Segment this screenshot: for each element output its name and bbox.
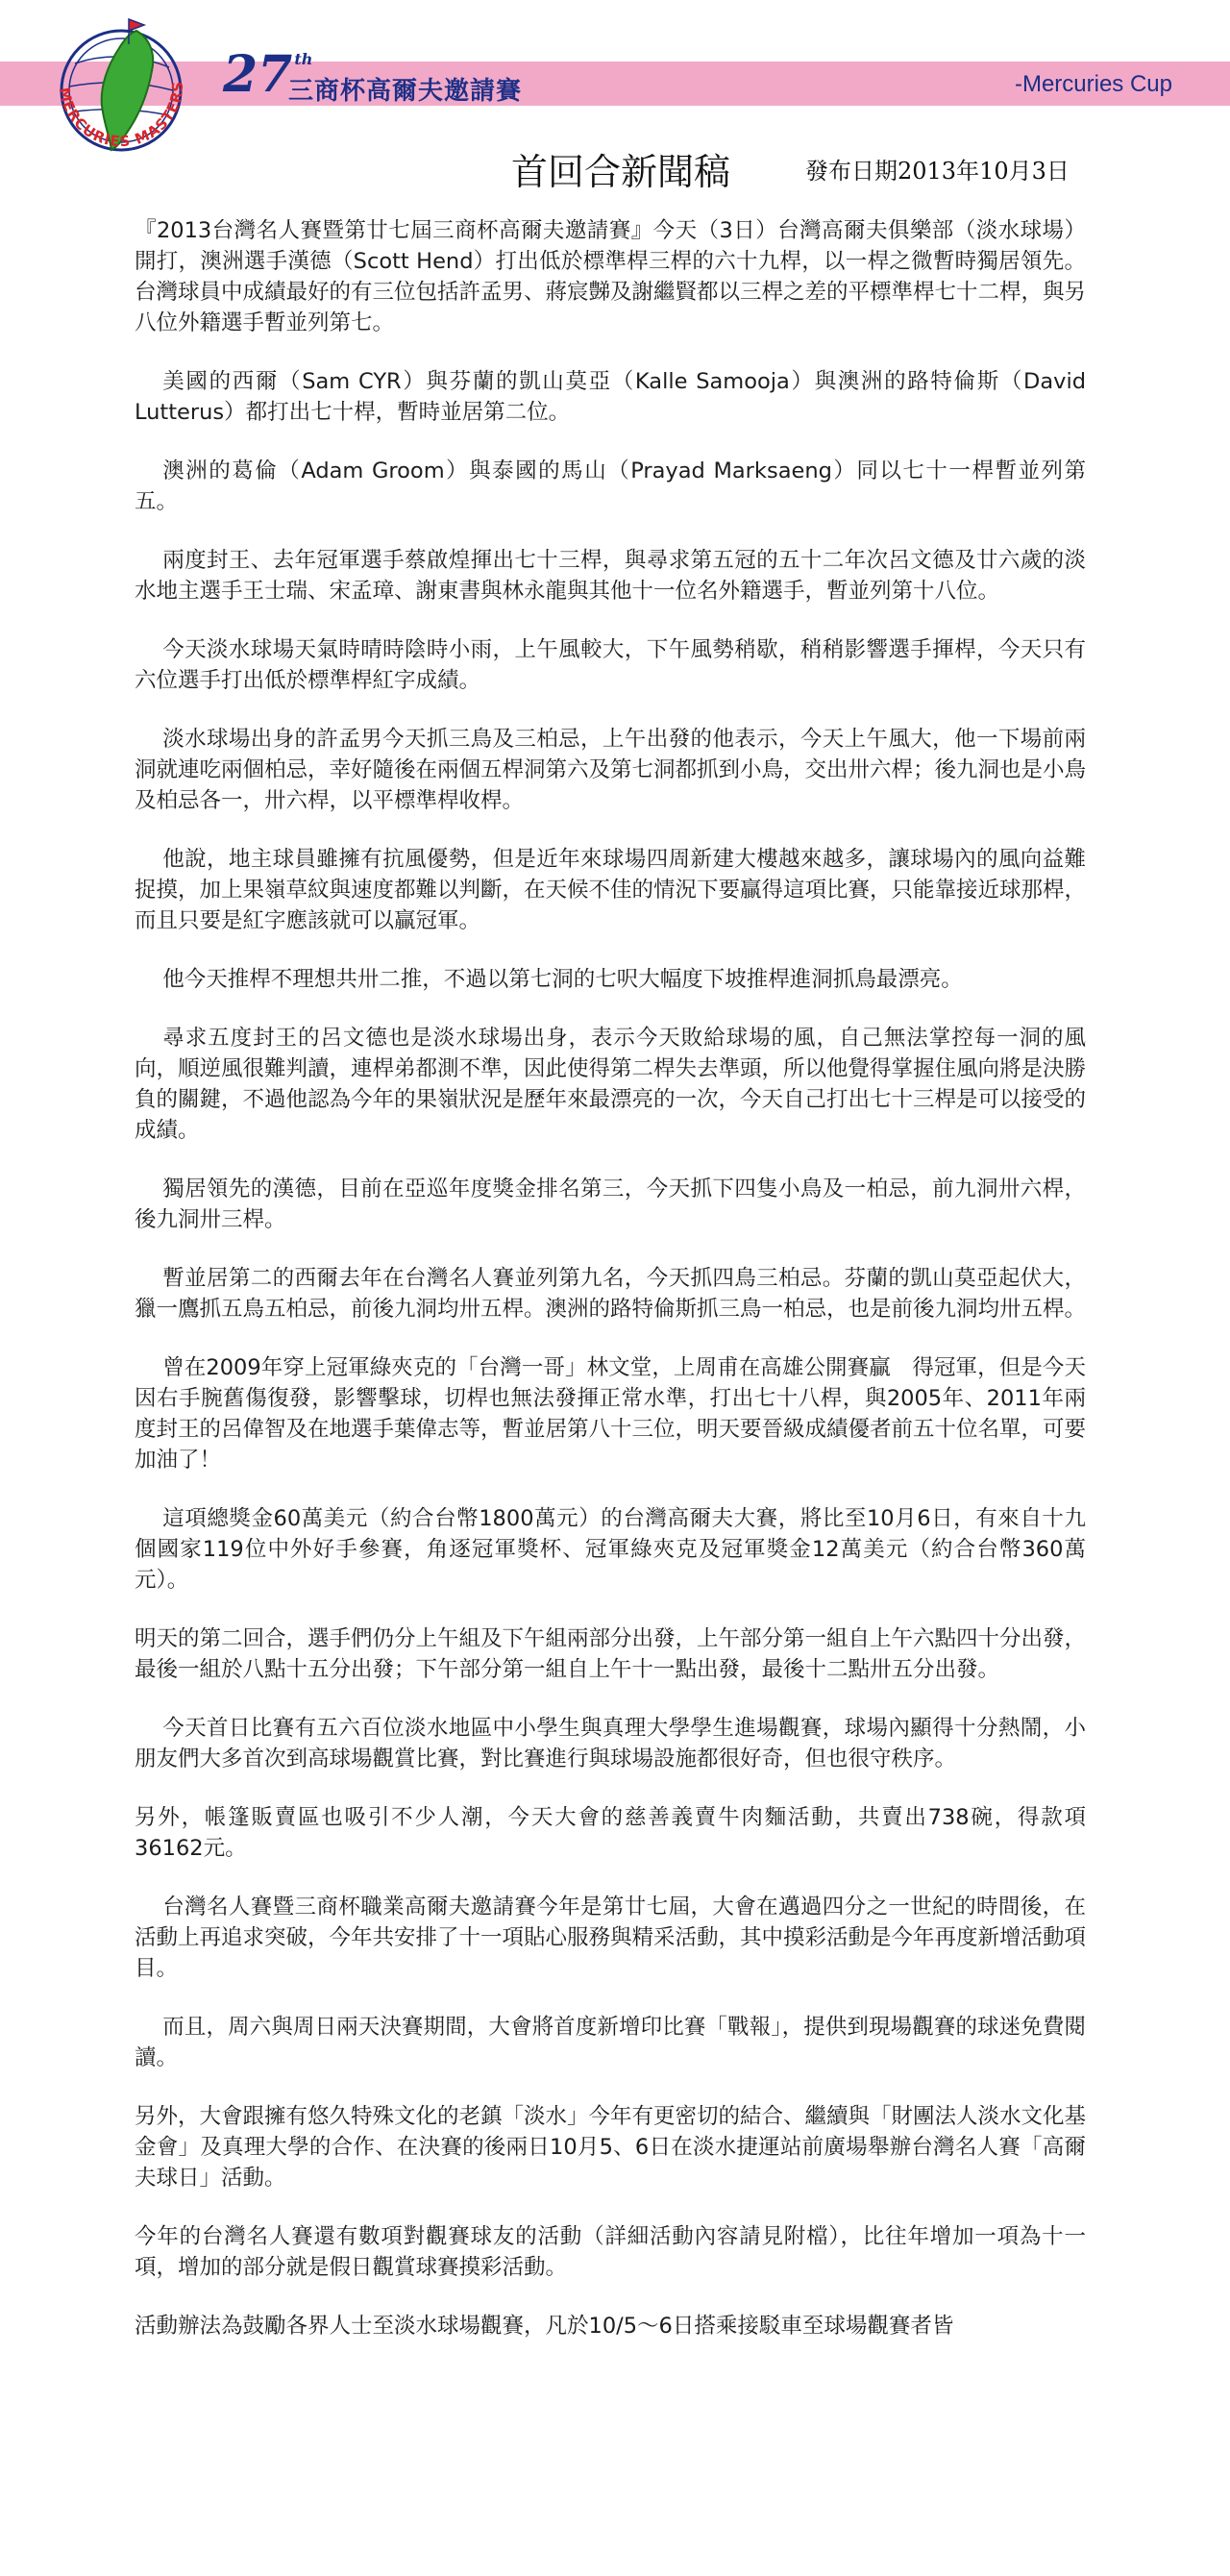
paragraph: 澳洲的葛倫（Adam Groom）與泰國的馬山（Prayad Marksaeng）同以七十一桿暫並列第五。	[135, 458, 1086, 514]
paragraph: 美國的西爾（Sam CYR）與芬蘭的凱山莫亞（Kalle Samooja）與澳洲的路特倫斯（David Lutterus）都打出七十桿，暫時並居第二位。	[135, 369, 1086, 425]
paragraph: 而且，周六與周日兩天決賽期間，大會將首度新增印比賽「戰報」，提供到現場觀賽的球迷免費閱讀。	[135, 2015, 1086, 2070]
paragraph: 這項總獎金60萬美元（約合台幣1800萬元）的台灣高爾夫大賽，將比至10月6日，有來自十九個國家119位中外好手參賽，角逐冠軍獎杯、冠軍綠夾克及冠軍獎金12萬美元（約合台幣360萬元）。	[135, 1506, 1086, 1593]
mercuries-masters-logo	[37, 10, 206, 179]
cup-title-en: -Mercuries Cup	[1014, 71, 1172, 97]
paragraph: 『2013台灣名人賽暨第廿七屆三商杯高爾夫邀請賽』今天（3日）台灣高爾夫俱樂部（淡水球場）開打，澳洲選手漢德（Scott Hend）打出低於標準桿三桿的六十九桿，以一桿之微暫時獨居領先。台灣球員中成績最好的有三位包括許孟男、蔣宸豑及謝繼賢都以三桿之差的平標準桿七十二桿，與另八位外籍選手暫並列第七。	[135, 218, 1087, 335]
press-release-title: 首回合新聞稿	[511, 151, 731, 193]
paragraph: 台灣名人賽暨三商杯職業高爾夫邀請賽今年是第廿七屆，大會在邁過四分之一世紀的時間後，在活動上再追求突破，今年共安排了十一項貼心服務與精采活動，其中摸彩活動是今年再度新增活動項目。	[135, 1895, 1087, 1981]
paragraph: 活動辦法為鼓勵各界人士至淡水球場觀賽，凡於10/5～6日搭乘接駁車至球場觀賽者皆	[135, 2314, 954, 2339]
paragraph: 獨居領先的漢德，目前在亞巡年度獎金排名第三，今天抓下四隻小鳥及一柏忌，前九洞卅六桿，後九洞卅三桿。	[135, 1177, 1086, 1232]
cup-title-zh: 三商杯高爾夫邀請賽	[288, 77, 523, 106]
article-body	[135, 215, 1086, 2369]
paragraph: 今天首日比賽有五六百位淡水地區中小學生與真理大學學生進場觀賽，球場內顯得十分熱鬧，小朋友們大多首次到高球場觀賞比賽，對比賽進行與球場設施都很好奇，但也很守秩序。	[135, 1716, 1086, 1771]
paragraph: 他今天推桿不理想共卅二推，不過以第七洞的七呎大幅度下坡推桿進洞抓鳥最漂亮。	[162, 967, 963, 992]
paragraph: 暫並居第二的西爾去年在台灣名人賽並列第九名，今天抓四鳥三柏忌。芬蘭的凱山莫亞起伏大，獵一鷹抓五鳥五柏忌，前後九洞均卅五桿。澳洲的路特倫斯抓三鳥一柏忌，也是前後九洞均卅五桿。	[135, 1266, 1087, 1322]
paragraph: 今年的台灣名人賽還有數項對觀賽球友的活動（詳細活動內容請見附檔），比往年增加一項為十一項，增加的部分就是假日觀賞球賽摸彩活動。	[135, 2224, 1086, 2280]
paragraph: 兩度封王、去年冠軍選手蔡啟煌揮出七十三桿，與尋求第五冠的五十二年次呂文德及廿六歲的淡水地主選手王士瑞、宋孟璋、謝東書與林永龍與其他十一位名外籍選手，暫並列第十八位。	[135, 548, 1086, 604]
paragraph: 他說，地主球員雖擁有抗風優勢，但是近年來球場四周新建大樓越來越多，讓球場內的風向益難捉摸，加上果嶺草紋與速度都難以判斷，在天候不佳的情況下要贏得這項比賽，只能靠接近球那桿，而且只要是紅字應該就可以贏冠軍。	[135, 847, 1087, 933]
svg-text:MERCURIES MASTERS: MERCURIES MASTERS	[55, 80, 187, 151]
paragraph: 尋求五度封王的呂文德也是淡水球場出身，表示今天敗給球場的風，自己無法掌控每一洞的風向，順逆風很難判讀，連桿弟都測不準，因此使得第二桿失去準頭，所以他覺得掌握住風向將是決勝負的關鍵，不過他認為今年的果嶺狀況是歷年來最漂亮的一次，今天自己打出七十三桿是可以接受的成績。	[135, 1026, 1087, 1143]
paragraph: 今天淡水球場天氣時晴時陰時小雨，上午風較大，下午風勢稍歇，稍稍影響選手揮桿，今天只有六位選手打出低於標準桿紅字成績。	[135, 637, 1086, 693]
paragraph: 明天的第二回合，選手們仍分上午組及下午組兩部分出發，上午部分第一組自上午六點四十分出發，最後一組於八點十五分出發；下午部分第一組自上午十一點出發，最後十二點卅五分出發。	[135, 1626, 1087, 1682]
paragraph: 淡水球場出身的許孟男今天抓三鳥及三柏忌，上午出發的他表示，今天上午風大，他一下場前兩洞就連吃兩個柏忌，幸好隨後在兩個五桿洞第六及第七洞都抓到小鳥，交出卅六桿；後九洞也是小鳥及柏忌各一，卅六桿，以平標準桿收桿。	[135, 727, 1087, 813]
paragraph: 另外，大會跟擁有悠久特殊文化的老鎮「淡水」今年有更密切的結合、繼續與「財團法人淡水文化基金會」及真理大學的合作、在決賽的後兩日10月5、6日在淡水捷運站前廣場舉辦台灣名人賽「高爾夫球日」活動。	[135, 2104, 1087, 2191]
paragraph: 另外，帳篷販賣區也吸引不少人潮，今天大會的慈善義賣牛肉麵活動，共賣出738碗，得款項36162元。	[135, 1805, 1086, 1861]
edition-number: 27 $^{th}$	[223, 45, 313, 104]
release-date: 發布日期2013年10月3日	[805, 158, 1070, 185]
paragraph: 曾在2009年穿上冠軍綠夾克的「台灣一哥」林文堂，上周甫在高雄公開賽贏 得冠軍，但是今天因右手腕舊傷復發，影響擊球，切桿也無法發揮正常水準，打出七十八桿，與2005年、2011年兩度封王的呂偉智及在地選手葉偉志等，暫並居第八十三位，明天要晉級成績優者前五十位名單，可要加油了！	[135, 1355, 1087, 1473]
